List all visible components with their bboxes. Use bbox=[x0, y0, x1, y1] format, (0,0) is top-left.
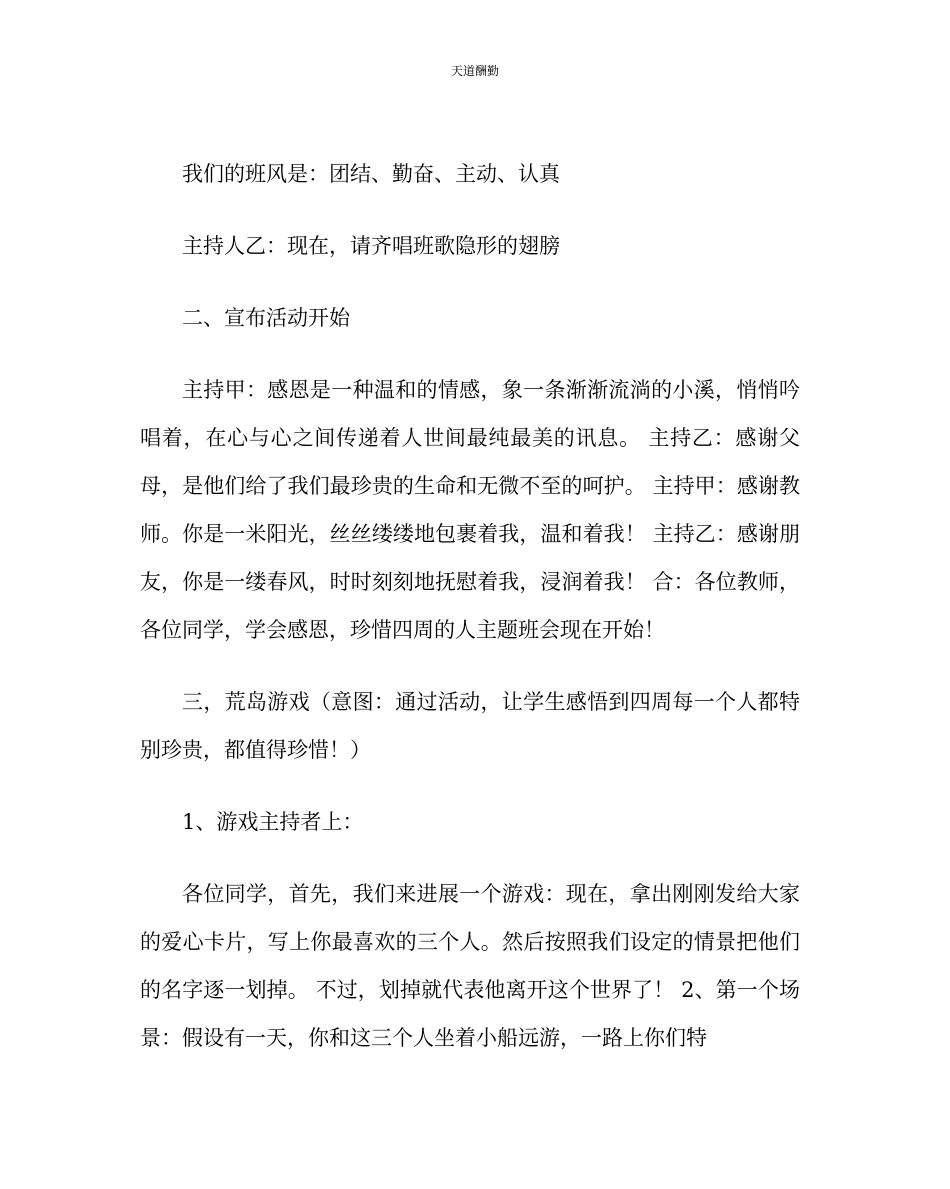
page-header: 天道酬勤 bbox=[450, 64, 499, 78]
paragraph-section-three-heading: 三，荒岛游戏（意图：通过活动，让学生感悟到四周每一个人都特别珍贵，都值得珍惜！） bbox=[140, 690, 800, 762]
document-body bbox=[140, 150, 800, 1062]
paragraph-host-dialogue: 主持甲：感恩是一种温和的情感，象一条渐渐流淌的小溪，悄悄吟唱着，在心与心之间传递着人世间最纯最美的讯息。 主持乙：感谢父母，是他们给了我们最珍贵的生命和无微不至的呵护。 主持甲：感谢教师。你是一米阳光，丝丝缕缕地包裹着我，温和着我！ 主持乙：感谢朋友，你是一缕春风，时时刻刻地抚慰着我，浸润着我！ 合：各位教师，各位同学，学会感恩，珍惜四周的人主题班会现在开始！ bbox=[140, 378, 800, 642]
paragraph-class-motto: 我们的班风是：团结、勤奋、主动、认真 bbox=[182, 162, 560, 186]
paragraph-section-two-heading: 二、宣布活动开始 bbox=[182, 306, 350, 330]
paragraph-game-instructions: 各位同学，首先，我们来进展一个游戏：现在，拿出刚刚发给大家的爱心卡片，写上你最喜欢的三个人。然后按照我们设定的情景把他们的名字逐一划掉。 不过，划掉就代表他离开这个世界了！ 2、第一个场景：假设有一天，你和这三个人坐着小船远游，一路上你们特 bbox=[140, 882, 800, 1050]
paragraph-class-song: 主持人乙：现在，请齐唱班歌隐形的翅膀 bbox=[182, 234, 560, 258]
paragraph-game-host: 1、游戏主持者上： bbox=[182, 810, 364, 834]
